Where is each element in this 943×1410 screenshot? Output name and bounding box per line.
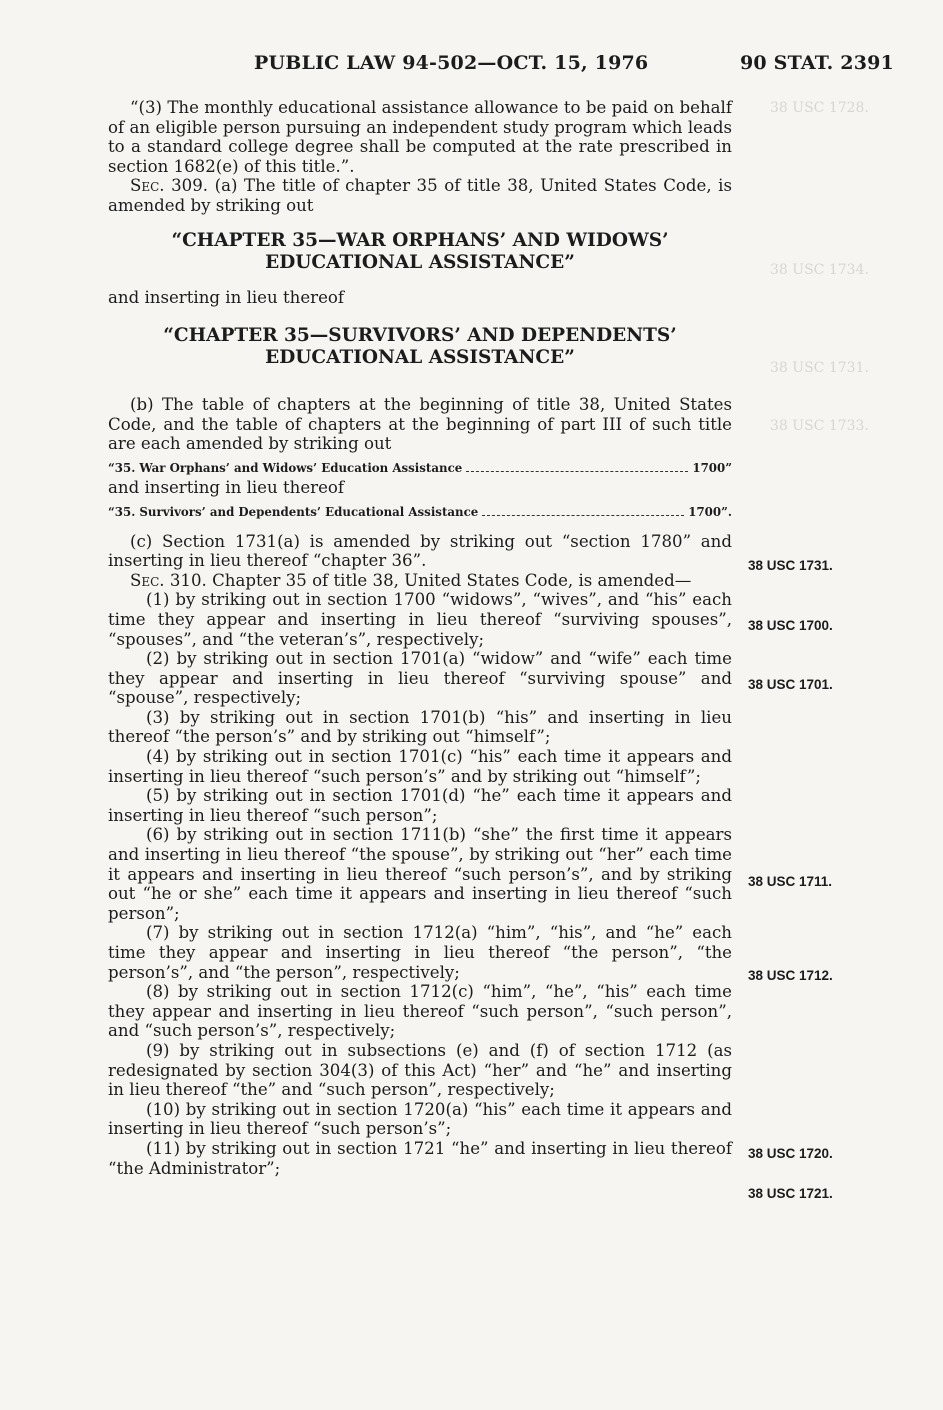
chapter-title-line: “CHAPTER 35—SURVIVORS’ AND DEPENDENTS’: [163, 325, 677, 347]
chapter-title-line: “CHAPTER 35—WAR ORPHANS’ AND WIDOWS’: [171, 229, 669, 251]
table-entry-title: “35. War Orphans’ and Widows’ Education Assistance: [108, 460, 463, 475]
body-text: [108, 98, 732, 1178]
margin-note: 38 USC 1701.: [748, 677, 833, 692]
table-entry-number: 1700”: [692, 460, 732, 475]
section-309-c: (c) Section 1731(a) is amended by striking out “section 1780” and inserting in lieu thereof “chapter 36”.: [108, 531, 732, 571]
section-text: (a) The title of chapter 35 of title 38, United States Code, is amended by striking out: [108, 176, 732, 215]
paragraph-3: “(3) The monthly educational assistance allowance to be paid on behalf of an eligible person pursuing an independent study program which leads to a standard college degree shall be computed at the rate prescribed in section 1682(e) of this title.”.: [108, 98, 732, 176]
list-item: (1) by striking out in section 1700 “widows”, “wives”, and “his” each time they appear and inserting in lieu thereof “surviving spouses”, “spouses”, and “the veteran’s”, respectively;: [108, 590, 732, 649]
bleed-through-mark: 38 USC 1728.: [770, 100, 869, 116]
margin-note: 38 USC 1720.: [748, 1146, 833, 1161]
leader-dots: [466, 460, 688, 472]
bleed-through-mark: 38 USC 1734.: [770, 262, 869, 278]
list-item: (11) by striking out in section 1721 “he” and inserting in lieu thereof “the Administrator”;: [108, 1138, 732, 1178]
table-entry-title: “35. Survivors’ and Dependents’ Educational Assistance: [108, 504, 479, 519]
header-law-date: PUBLIC LAW 94-502—OCT. 15, 1976: [254, 52, 649, 74]
list-item: (2) by striking out in section 1701(a) “widow” and “wife” each time they appear and inserting in lieu thereof “surviving spouse” and “spouse”, respectively;: [108, 649, 732, 708]
bleed-through-mark: 38 USC 1733.: [770, 418, 869, 434]
section-label: Sec. 310.: [130, 570, 207, 590]
chapter-title-line: EDUCATIONAL ASSISTANCE”: [265, 251, 575, 273]
list-item: (7) by striking out in section 1712(a) “him”, “his”, and “he” each time they appear and inserting in lieu thereof “the person”, “the person’s”, and “the person”, respectively;: [108, 923, 732, 982]
margin-note: 38 USC 1721.: [748, 1186, 833, 1201]
leader-dots: [482, 504, 684, 516]
table-entry-old: [108, 460, 732, 476]
bleed-through-mark: 38 USC 1731.: [770, 360, 869, 376]
inserting-text: and inserting in lieu thereof: [108, 287, 345, 307]
section-309-a: [108, 176, 732, 215]
list-item: (6) by striking out in section 1711(b) “she” the first time it appears and inserting in lieu thereof “the spouse”, by striking out “her” each time it appears and inserting in lieu thereof “such person’s”, and by striking out “he or she” each time it appears and inserting in lieu thereof “such person”;: [108, 825, 732, 923]
list-item: (10) by striking out in section 1720(a) “his” each time it appears and inserting in lieu thereof “such person’s”;: [108, 1099, 732, 1139]
list-item: (5) by striking out in section 1701(d) “he” each time it appears and inserting in lieu thereof “such person”;: [108, 786, 732, 825]
list-item: (4) by striking out in section 1701(c) “his” each time it appears and inserting in lieu thereof “such person’s” and by striking out “himself”;: [108, 747, 732, 786]
section-label: Sec. 309.: [130, 176, 209, 196]
inserting-text: and inserting in lieu thereof: [108, 477, 345, 497]
margin-note: 38 USC 1700.: [748, 618, 833, 633]
margin-note: 38 USC 1731.: [748, 558, 833, 573]
list-item: (9) by striking out in subsections (e) and (f) of section 1712 (as redesignated by section 304(3) of this Act) “her” and “he” and inserting in lieu thereof “the” and “such person”, respectively;: [108, 1040, 732, 1100]
margin-note: 38 USC 1712.: [748, 968, 833, 983]
header-stat-page: 90 STAT. 2391: [740, 52, 894, 74]
section-310: [108, 571, 732, 591]
table-entry-number: 1700”.: [688, 504, 732, 519]
table-entry-new: [108, 504, 732, 520]
chapter-title-new: [108, 325, 732, 369]
list-item: (8) by striking out in section 1712(c) “him”, “he”, “his” each time they appear and inserting in lieu thereof “such person”, “such person”, and “such person’s”, respectively;: [108, 982, 732, 1041]
list-item: (3) by striking out in section 1701(b) “his” and inserting in lieu thereof “the person’s” and by striking out “himself”;: [108, 707, 732, 747]
margin-note: 38 USC 1711.: [748, 874, 833, 889]
section-text: Chapter 35 of title 38, United States Code, is amended—: [206, 570, 692, 590]
section-309-b: (b) The table of chapters at the beginning of title 38, United States Code, and the table of chapters at the beginning of part III of such title are each amended by striking out: [108, 395, 732, 454]
chapter-title-line: EDUCATIONAL ASSISTANCE”: [265, 347, 575, 369]
chapter-title-old: [108, 230, 732, 274]
